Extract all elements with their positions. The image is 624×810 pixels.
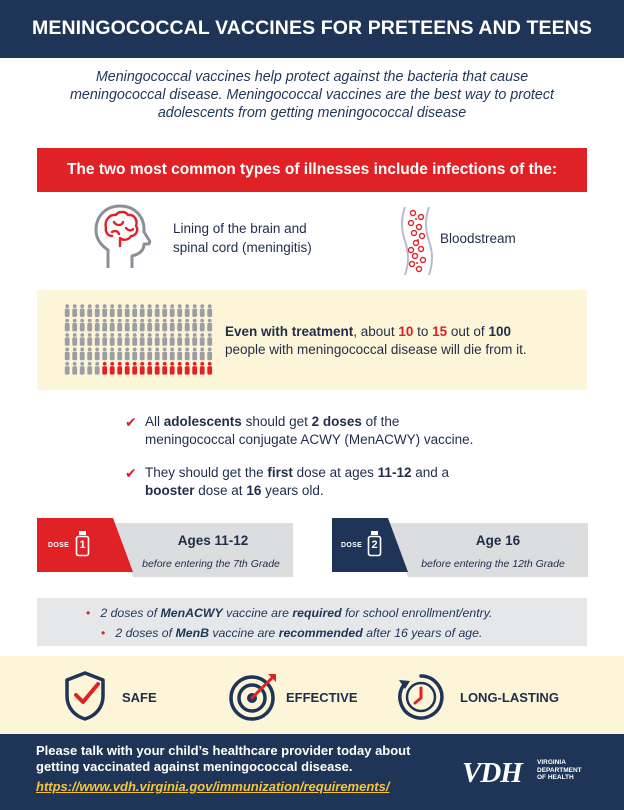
person-figure [95, 348, 100, 361]
stat-num-high: 15 [432, 324, 448, 339]
check2-b3: booster [145, 483, 195, 498]
brain-head-icon [92, 200, 156, 272]
person-figure [125, 304, 130, 317]
check2-post: and a [411, 465, 450, 480]
person-figure-highlighted [125, 362, 130, 375]
check1-pre: All [145, 414, 164, 429]
clock-icon [396, 672, 446, 722]
bloodstream-icon [399, 205, 435, 277]
person-figure [125, 348, 130, 361]
dose-2-number: 2 [371, 539, 378, 551]
illness-banner-text: The two most common types of illnesses include infections of the: [66, 161, 558, 178]
person-figure [192, 348, 197, 361]
vdh-logo-subtitle [537, 759, 582, 782]
person-figure [155, 333, 160, 346]
req2-b1: MenB [175, 626, 209, 640]
dose-1-age: Ages 11-12 [177, 533, 249, 548]
vdh-logo-line-3: OF HEALTH [537, 774, 574, 781]
requirements-link[interactable]: https://www.vdh.virginia.gov/immunization/requirements/ [36, 779, 390, 794]
vdh-logo: VDH [462, 757, 522, 789]
person-figure [132, 348, 137, 361]
stat-mid2: out of [447, 324, 489, 339]
req2-mid: vaccine are [208, 626, 279, 640]
person-figure-highlighted [147, 362, 152, 375]
person-figure [80, 319, 85, 332]
target-icon [228, 670, 280, 722]
req1-post: for school enrollment/entry. [341, 606, 493, 620]
person-figure-highlighted [185, 362, 190, 375]
shield-check-icon [62, 670, 108, 722]
person-figure [185, 304, 190, 317]
page-title: MENINGOCOCCAL VACCINES FOR PRETEENS AND TEENS [32, 17, 592, 39]
person-figure-highlighted [170, 362, 175, 375]
person-figure [200, 333, 205, 346]
person-figure [147, 319, 152, 332]
dose-1-number: 1 [79, 539, 86, 551]
person-figure [207, 348, 212, 361]
check2-pre: They should get the [145, 465, 268, 480]
intro-paragraph [40, 68, 584, 122]
person-figure [140, 319, 145, 332]
person-figure [110, 319, 115, 332]
person-figure [140, 304, 145, 317]
person-figure [147, 333, 152, 346]
person-figure [65, 319, 70, 332]
bullet: • [101, 626, 106, 640]
requirement-menacwy [86, 606, 492, 620]
person-figure-highlighted [102, 362, 107, 375]
person-figure [192, 319, 197, 332]
checkmark-icon: ✔ [125, 465, 137, 481]
person-figure [200, 319, 205, 332]
requirement-menb [101, 626, 482, 640]
req2-b2: recommended [278, 626, 363, 640]
benefit-safe: SAFE [122, 690, 157, 705]
check-item-doses [125, 413, 548, 453]
check2-mid2: dose at [194, 483, 247, 498]
person-figure-highlighted [140, 362, 145, 375]
person-figure [117, 348, 122, 361]
person-figure [147, 348, 152, 361]
check2-b2: 11-12 [377, 465, 412, 480]
person-figure [155, 304, 160, 317]
dose-1-label: DOSE [48, 542, 70, 549]
stat-total: 100 [488, 324, 511, 339]
check2-b1: first [267, 465, 293, 480]
person-figure [207, 319, 212, 332]
person-figure [95, 362, 100, 375]
person-figure [162, 319, 167, 332]
person-figure [72, 348, 77, 361]
person-figure [140, 333, 145, 346]
check2-line-2 [145, 482, 545, 500]
dose-2-note: before entering the 12th Grade [421, 558, 565, 570]
check1-mid: should get [241, 414, 312, 429]
check1-line-1 [145, 413, 545, 431]
person-figure [185, 333, 190, 346]
stat-num-low: 10 [398, 324, 414, 339]
person-figure [162, 348, 167, 361]
person-figure [102, 304, 107, 317]
req1-pre: 2 doses of [100, 606, 161, 620]
person-figure [162, 333, 167, 346]
check2-mid: dose at ages [292, 465, 378, 480]
person-figure [65, 348, 70, 361]
person-figure [80, 348, 85, 361]
person-figure [102, 319, 107, 332]
person-figure [170, 348, 175, 361]
check1-line-2: meningococcal conjugate ACWY (MenACWY) vaccine. [145, 432, 474, 447]
person-figure [80, 304, 85, 317]
person-figure [72, 362, 77, 375]
person-figure [72, 319, 77, 332]
person-figure [117, 304, 122, 317]
person-figure-highlighted [162, 362, 167, 375]
meningitis-line-1: Lining of the brain and [173, 221, 307, 236]
dose-2-age: Age 16 [475, 533, 521, 548]
person-figure [170, 319, 175, 332]
dose-2-card [332, 518, 588, 578]
person-figure [110, 304, 115, 317]
person-figure-highlighted [200, 362, 205, 375]
stat-to: to [413, 324, 433, 339]
person-figure [117, 319, 122, 332]
person-figure-highlighted [192, 362, 197, 375]
person-figure [177, 319, 182, 332]
person-figure [207, 304, 212, 317]
req1-b1: MenACWY [160, 606, 223, 620]
person-figure [87, 304, 92, 317]
check1-b2: 2 doses [311, 414, 362, 429]
dose-1-card [37, 518, 293, 578]
intro-line-1: Meningococcal vaccines help protect against the bacteria that cause [95, 69, 529, 85]
person-figure [170, 304, 175, 317]
bullet: • [86, 606, 91, 620]
mortality-line-2: people with meningococcal disease will die from it. [225, 342, 527, 357]
person-figure [65, 333, 70, 346]
person-figure-highlighted [110, 362, 115, 375]
person-figure [110, 333, 115, 346]
person-figure [65, 304, 70, 317]
req2-pre: 2 doses of [115, 626, 176, 640]
intro-line-3: adolescents from getting meningococcal disease [157, 105, 467, 121]
person-figure [177, 348, 182, 361]
person-figure [155, 319, 160, 332]
req2-post: after 16 years of age. [362, 626, 483, 640]
person-figure [132, 333, 137, 346]
person-figure [140, 348, 145, 361]
mortality-statement [225, 323, 585, 359]
illness-meningitis [173, 219, 312, 257]
check1-post: of the [361, 414, 400, 429]
person-figure [95, 333, 100, 346]
check2-b4: 16 [246, 483, 262, 498]
person-figure-highlighted [177, 362, 182, 375]
meningitis-line-2: spinal cord (meningitis) [173, 240, 312, 255]
person-figure [95, 319, 100, 332]
req1-b2: required [292, 606, 342, 620]
stat-mid1: , about [353, 324, 399, 339]
check2-line-1 [145, 464, 545, 482]
person-figure [170, 333, 175, 346]
person-figure [200, 304, 205, 317]
mortality-line-1 [225, 323, 585, 341]
person-figure [192, 304, 197, 317]
vdh-logo-line-1: VIRGINIA [537, 759, 566, 766]
person-figure [87, 319, 92, 332]
benefit-effective: EFFECTIVE [286, 690, 358, 705]
person-figure [125, 333, 130, 346]
person-figure [65, 362, 70, 375]
benefit-long-lasting: LONG-LASTING [460, 690, 559, 705]
person-figure [177, 304, 182, 317]
footer-line-2: getting vaccinated against meningococcal disease. [36, 759, 353, 774]
illness-bloodstream: Bloodstream [440, 231, 516, 246]
person-figure [117, 333, 122, 346]
person-figure [207, 333, 212, 346]
footer-line-1: Please talk with your child’s healthcare provider today about [36, 743, 411, 758]
person-figure-highlighted [132, 362, 137, 375]
person-figure [147, 304, 152, 317]
person-figure [110, 348, 115, 361]
person-figure [185, 319, 190, 332]
person-figure [80, 362, 85, 375]
person-figure [200, 348, 205, 361]
person-figure [125, 319, 130, 332]
person-figure-highlighted [207, 362, 212, 375]
person-figure [192, 333, 197, 346]
person-figure [72, 304, 77, 317]
vdh-logo-line-2: DEPARTMENT [537, 766, 582, 774]
check1-b1: adolescents [163, 414, 242, 429]
person-figure [162, 304, 167, 317]
dose-1-note: before entering the 7th Grade [142, 558, 280, 570]
person-figure [72, 333, 77, 346]
intro-line-2: meningococcal disease. Meningococcal vaccines are the best way to protect [70, 87, 554, 103]
person-figure [102, 333, 107, 346]
person-figure [132, 319, 137, 332]
person-figure [87, 333, 92, 346]
check2-post2: years old. [261, 483, 324, 498]
person-figure [102, 348, 107, 361]
person-figure [177, 333, 182, 346]
footer-message [36, 743, 456, 775]
person-figure [132, 304, 137, 317]
req1-mid: vaccine are [222, 606, 293, 620]
person-figure [87, 362, 92, 375]
dose-2-label: DOSE [341, 542, 363, 549]
person-figure [185, 348, 190, 361]
person-figure [80, 333, 85, 346]
check-item-schedule [125, 464, 548, 504]
people-figures-icon [64, 304, 214, 376]
person-figure [87, 348, 92, 361]
checkmark-icon: ✔ [125, 414, 137, 430]
stat-lead: Even with treatment [225, 324, 354, 339]
person-figure [155, 348, 160, 361]
person-figure-highlighted [155, 362, 160, 375]
person-figure [95, 304, 100, 317]
person-figure-highlighted [117, 362, 122, 375]
